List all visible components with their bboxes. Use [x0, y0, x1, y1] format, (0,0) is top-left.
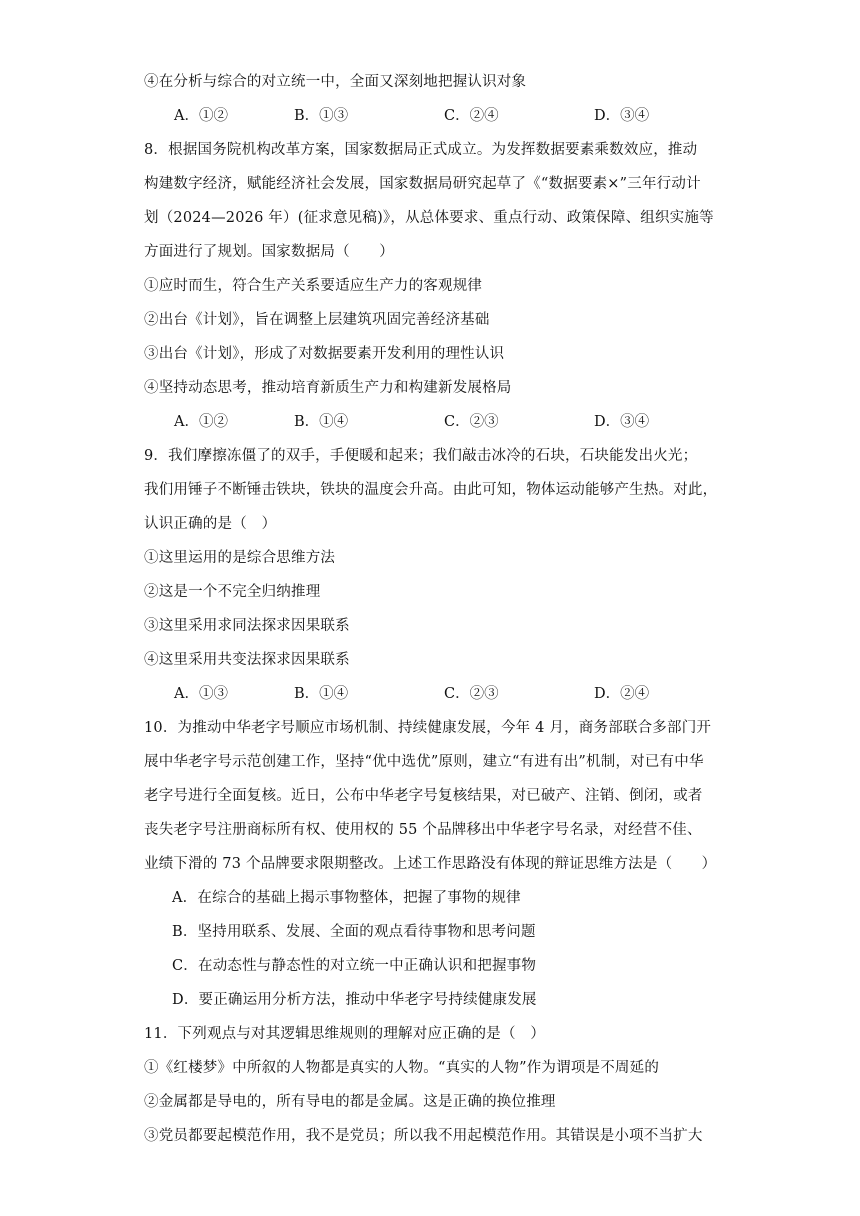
q9-statement-4: ④这里采用共变法探求因果联系: [144, 652, 350, 668]
q9-stem-line-2: 我们用锤子不断锤击铁块，铁块的温度会升高。由此可知，物体运动能够产生热。对此，: [144, 482, 718, 498]
q9-statement-2: ②这是一个不完全归纳推理: [144, 584, 321, 600]
q7-option-c: C．②④: [444, 108, 499, 124]
q9-option-a: A．①③: [174, 686, 228, 702]
q8-stem-line-3: 划（2024—2026 年）(征求意见稿)》，从总体要求、重点行动、政策保障、组织实施等: [144, 210, 714, 226]
q9-stem-line-3: 认识正确的是（ ）: [144, 516, 277, 532]
q9-statement-3: ③这里采用求同法探求因果联系: [144, 618, 350, 634]
q9-option-b: B．①④: [294, 686, 349, 702]
q10-stem-line-2: 展中华老字号示范创建工作，坚持“优中选优”原则，建立“有进有出”机制，对已有中华: [144, 754, 704, 770]
q10-option-b: B．坚持用联系、发展、全面的观点看待事物和思考问题: [172, 924, 536, 940]
q8-stem-line-4: 方面进行了规划。国家数据局（ ）: [144, 244, 394, 260]
q11-stem-line-1: 11．下列观点与对其逻辑思维规则的理解对应正确的是（ ）: [144, 1026, 546, 1042]
q10-option-a: A．在综合的基础上揭示事物整体，把握了事物的规律: [172, 890, 521, 906]
q9-options: [144, 684, 724, 704]
q9-statement-1: ①这里运用的是综合思维方法: [144, 550, 336, 566]
q10-stem-line-3: 老字号进行全面复核。近日，公布中华老字号复核结果，对已破产、注销、倒闭，或者: [144, 788, 703, 804]
q8-statement-1: ①应时而生，符合生产关系要适应生产力的客观规律: [144, 278, 483, 294]
q7-statement-4: ④在分析与综合的对立统一中，全面又深刻地把握认识对象: [144, 74, 527, 90]
q8-option-d: D．③④: [594, 414, 650, 430]
q8-options: [144, 412, 724, 432]
q10-option-c: C．在动态性与静态性的对立统一中正确认识和把握事物: [172, 958, 537, 974]
q8-option-a: A．①②: [174, 414, 228, 430]
q11-statement-3: ③党员都要起模范作用，我不是党员；所以我不用起模范作用。其错误是小项不当扩大: [144, 1128, 703, 1144]
q8-stem-line-1: 8．根据国务院机构改革方案，国家数据局正式成立。为发挥数据要素乘数效应，推动: [144, 142, 698, 158]
q9-option-d: D．②④: [594, 686, 650, 702]
q8-stem-line-2: 构建数字经济，赋能经济社会发展，国家数据局研究起草了《“数据要素×”三年行动计: [144, 176, 701, 192]
q10-stem-line-4: 丧失老字号注册商标所有权、使用权的 55 个品牌移出中华老字号名录，对经营不佳、: [144, 822, 702, 838]
q11-statement-2: ②金属都是导电的，所有导电的都是金属。这是正确的换位推理: [144, 1094, 556, 1110]
q9-stem-line-1: 9．我们摩擦冻僵了的双手，手便暖和起来；我们敲击冰冷的石块，石块能发出火光；: [144, 448, 698, 464]
q10-stem-line-1: 10．为推动中华老字号顺应市场机制、持续健康发展，今年 4 月，商务部联合多部门开: [144, 720, 712, 736]
q9-option-c: C．②③: [444, 686, 499, 702]
q7-option-b: B．①③: [294, 108, 349, 124]
q7-option-a: A．①②: [174, 108, 228, 124]
q10-stem-line-5: 业绩下滑的 73 个品牌要求限期整改。上述工作思路没有体现的辩证思维方法是（ ）: [144, 856, 717, 872]
q11-statement-1: ①《红楼梦》中所叙的人物都是真实的人物。“真实的人物”作为谓项是不周延的: [144, 1060, 660, 1076]
q10-option-d: D．要正确运用分析方法，推动中华老字号持续健康发展: [172, 992, 537, 1008]
q8-statement-4: ④坚持动态思考，推动培育新质生产力和构建新发展格局: [144, 380, 512, 396]
q7-option-d: D．③④: [594, 108, 650, 124]
q8-option-b: B．①④: [294, 414, 349, 430]
q8-statement-2: ②出台《计划》，旨在调整上层建筑巩固完善经济基础: [144, 312, 490, 328]
q8-option-c: C．②③: [444, 414, 499, 430]
q7-options: [144, 106, 724, 126]
q8-statement-3: ③出台《计划》，形成了对数据要素开发利用的理性认识: [144, 346, 505, 362]
